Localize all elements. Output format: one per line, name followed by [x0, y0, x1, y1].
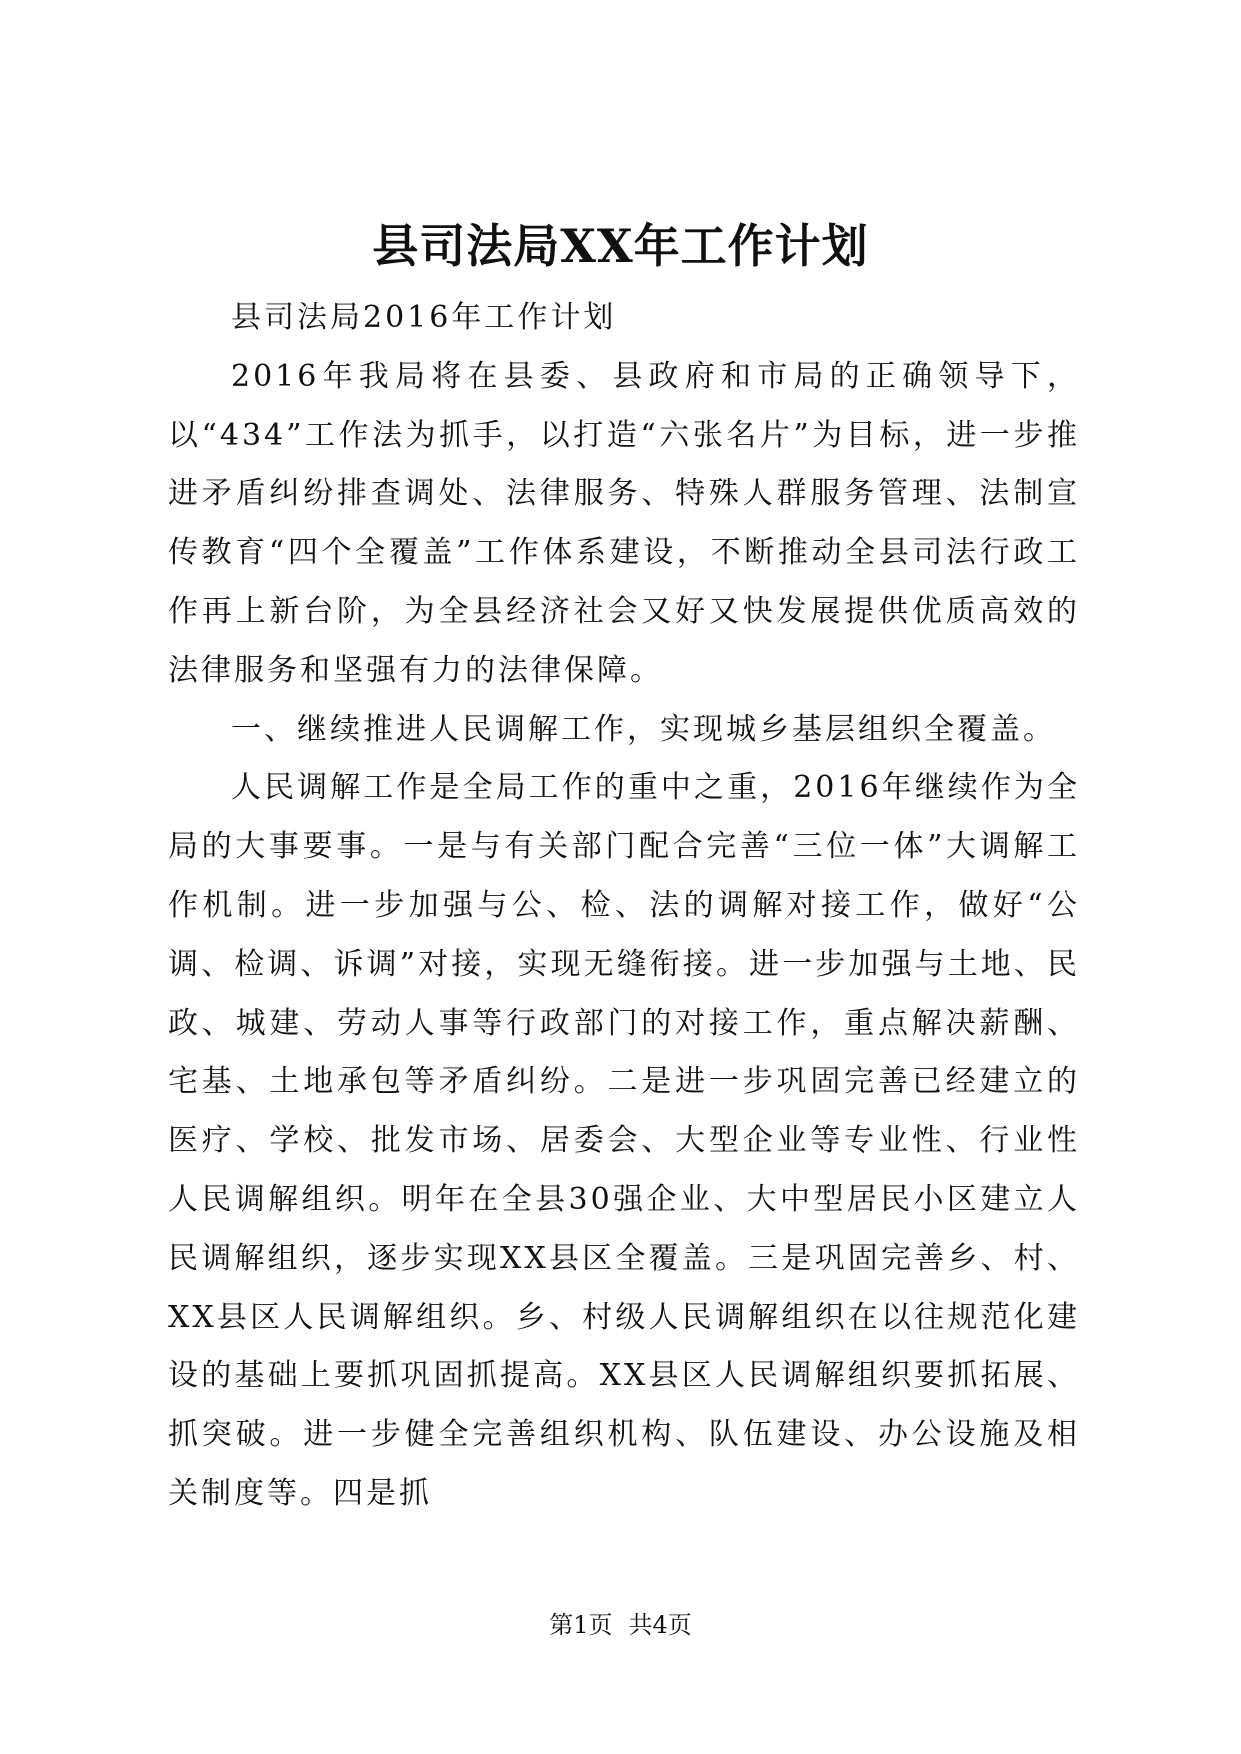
section-heading: 一、继续推进人民调解工作，实现城乡基层组织全覆盖。 — [231, 711, 1056, 747]
body-paragraph: 人民调解工作是全局工作的重中之重，2016年继续作为全局的大事要事。一是与有关部门配合完善“三位一体”大调解工作机制。进一步加强与公、检、法的调解对接工作，做好“公调、检调、诉调”对接，实现无缝衔接。进一步加强与土地、民政、城建、劳动人事等行政部门的对接工作，重点解决薪酬、宅基、土地承包等矛盾纠纷。二是进一步巩固完善已经建立的医疗、学校、批发市场、居委会、大型企业等专业性、行业性人民调解组织。明年在全县30强企业、大中型居民小区建立人民调解组织，逐步实现XX县区全覆盖。三是巩固完善乡、村、XX县区人民调解组织。乡、村级人民调解组织在以往规范化建设的基础上要抓巩固抓提高。XX县区人民调解组织要抓拓展、抓突破。进一步健全完善组织机构、队伍建设、办公设施及相关制度等。四是抓 — [168, 770, 1080, 1511]
page-footer — [0, 1610, 1241, 1640]
intro-paragraph: 2016年我局将在县委、县政府和市局的正确领导下，以“434”工作法为抓手，以打造“六张名片”为目标，进一步推进矛盾纠纷排查调处、法律服务、特殊人群服务管理、法制宣传教育“四个全覆盖”工作体系建设，不断推动全县司法行政工作再上新台阶，为全县经济社会又好又快发展提供优质高效的法律服务和坚强有力的法律保障。 — [168, 358, 1080, 688]
document-body — [168, 289, 1080, 1524]
page-number: 第1页 — [549, 1611, 613, 1639]
document-title: 县司法局XX年工作计划 — [372, 219, 869, 273]
page-total: 共4页 — [628, 1611, 692, 1639]
subtitle-paragraph: 县司法局2016年工作计划 — [231, 300, 617, 335]
